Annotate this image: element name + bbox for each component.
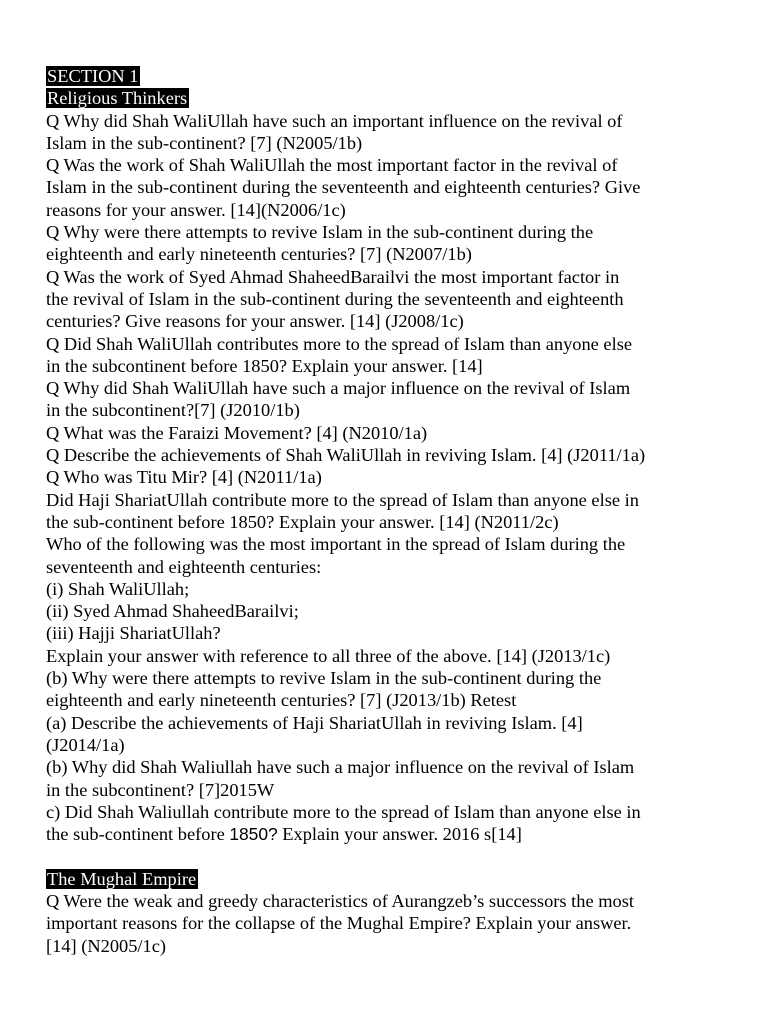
text-line: [14] (N2005/1c) (46, 935, 167, 956)
text-line: Q Why did Shah WaliUllah have such a major influence on the revival of Islam (46, 378, 631, 399)
topic-heading-label: Religious Thinkers (47, 88, 188, 109)
text-line: (ii) Syed Ahmad ShaheedBarailvi; (46, 601, 299, 622)
text-line: Did Haji ShariatUllah contribute more to the spread of Islam than anyone else in (46, 489, 639, 510)
text-line-last (46, 823, 736, 845)
section-spacer (46, 845, 736, 867)
text-line: (b) Why were there attempts to revive Islam in the sub-continent during the (46, 668, 602, 689)
text-line: (b) Why did Shah Waliullah have such a major influence on the revival of Islam (46, 757, 635, 778)
last-line-start: the sub-continent before (46, 824, 230, 845)
text-line: in the subcontinent? [7]2015W (46, 779, 275, 800)
last-line-year: 1850? (229, 824, 278, 845)
document-page (46, 65, 736, 957)
text-line: in the subcontinent before 1850? Explain your answer. [14] (46, 355, 483, 376)
text-line: Q Was the work of Shah WaliUllah the most important factor in the revival of (46, 155, 618, 176)
topic-heading (46, 87, 736, 109)
section-heading (46, 65, 736, 87)
text-line: important reasons for the collapse of the Mughal Empire? Explain your answer. (46, 913, 632, 934)
text-line: Q Who was Titu Mir? [4] (N2011/1a) (46, 467, 322, 488)
text-line: (i) Shah WaliUllah; (46, 578, 190, 599)
text-line: Q Describe the achievements of Shah WaliUllah in reviving Islam. [4] (J2011/1a) (46, 445, 646, 466)
text-line: the sub-continent before 1850? Explain your answer. [14] (N2011/2c) (46, 511, 559, 532)
text-line: Q Was the work of Syed Ahmad ShaheedBarailvi the most important factor in (46, 266, 620, 287)
text-line: Q Why did Shah WaliUllah have such an important influence on the revival of (46, 110, 623, 131)
text-line: (iii) Hajji ShariatUllah? (46, 623, 221, 644)
text-line: Who of the following was the most important in the spread of Islam during the (46, 534, 626, 555)
text-line: in the subcontinent?[7] (J2010/1b) (46, 400, 300, 421)
text-line: centuries? Give reasons for your answer. [14] (J2008/1c) (46, 311, 464, 332)
text-line: Q What was the Faraizi Movement? [4] (N2010/1a) (46, 422, 428, 443)
text-line: Islam in the sub-continent during the seventeenth and eighteenth centuries? Give (46, 177, 641, 198)
text-line: Q Why were there attempts to revive Islam in the sub-continent during the (46, 222, 594, 243)
text-line: eighteenth and early nineteenth centuries? [7] (J2013/1b) Retest (46, 690, 517, 711)
text-line: the revival of Islam in the sub-continent during the seventeenth and eighteenth (46, 288, 624, 309)
mughal-heading-label: The Mughal Empire (47, 868, 197, 889)
text-line: Q Did Shah WaliUllah contributes more to the spread of Islam than anyone else (46, 333, 633, 354)
text-line: reasons for your answer. [14](N2006/1c) (46, 199, 346, 220)
text-line: c) Did Shah Waliullah contribute more to the spread of Islam than anyone else in (46, 801, 641, 822)
text-line: (J2014/1a) (46, 734, 125, 755)
section-heading-mughal (46, 868, 736, 890)
text-line: Islam in the sub-continent? [7] (N2005/1b) (46, 132, 363, 153)
text-line: Explain your answer with reference to all three of the above. [14] (J2013/1c) (46, 645, 611, 666)
text-line: seventeenth and eighteenth centuries: (46, 556, 322, 577)
text-line: eighteenth and early nineteenth centuries? [7] (N2007/1b) (46, 244, 472, 265)
text-line: (a) Describe the achievements of Haji ShariatUllah in reviving Islam. [4] (46, 712, 583, 733)
text-line: Q Were the weak and greedy characteristics of Aurangzeb’s successors the most (46, 890, 634, 911)
last-line-end: Explain your answer. 2016 s[14] (277, 824, 522, 845)
section-heading-label: SECTION 1 (47, 66, 139, 86)
